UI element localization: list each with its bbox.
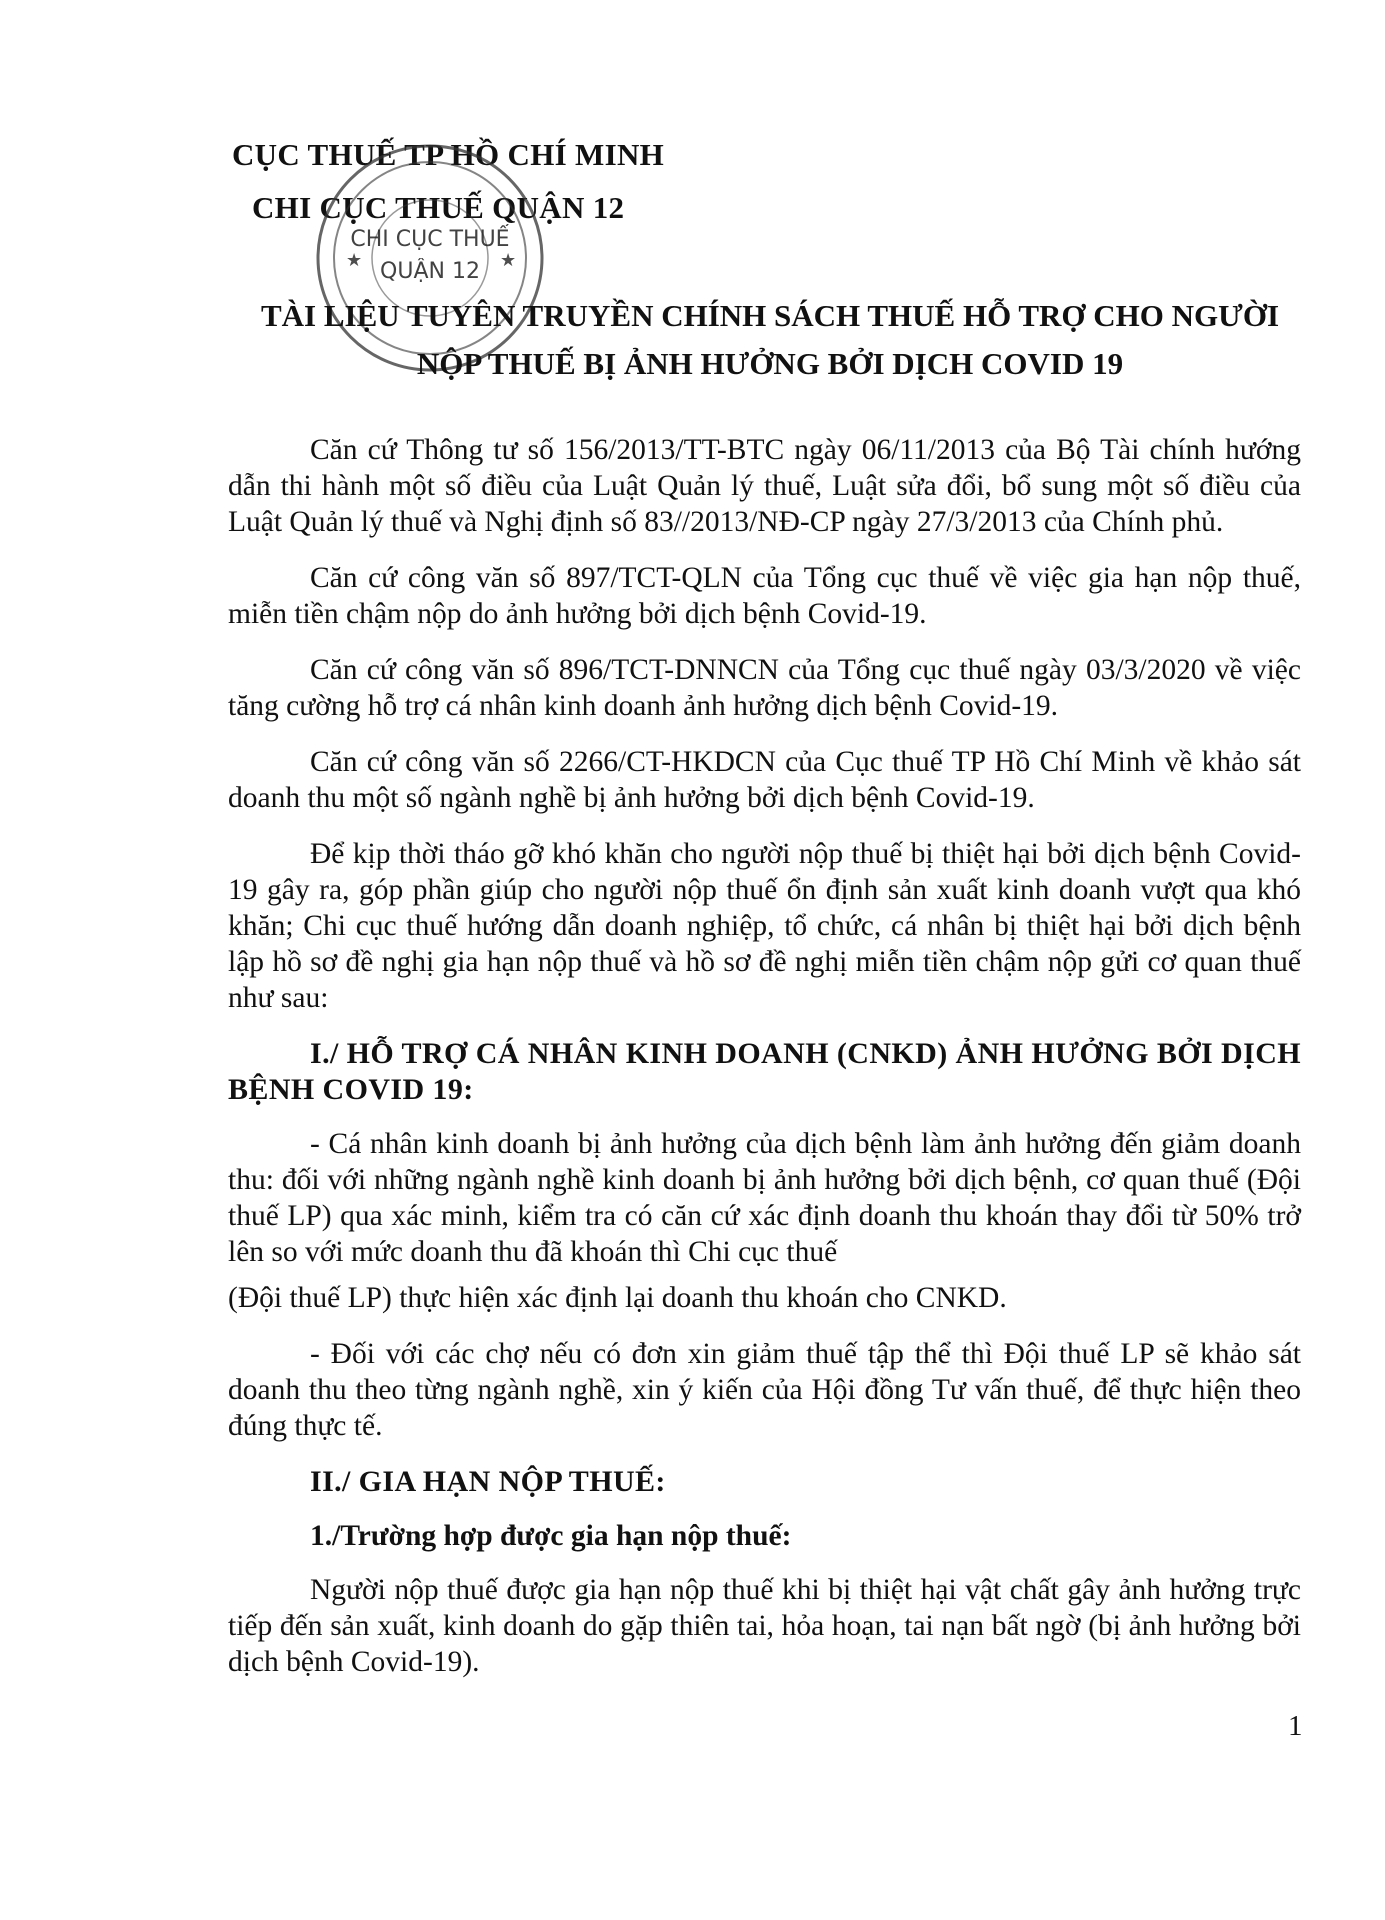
section-2-subheading-1: 1./Trường hợp được gia hạn nộp thuế: [310,1520,792,1552]
paragraph-legal-basis-1: Căn cứ Thông tư số 156/2013/TT-BTC ngày 06/11/2013 của Bộ Tài chính hướng dẫn thi hành một số điều của Luật Quản lý thuế, Luật sửa đổi, bổ sung một số điều của Luật Quản lý thuế và Nghị định số 83//2013/NĐ-CP ngày 27/3/2013 của Chính phủ. [228,434,1301,538]
paragraph-purpose: Để kịp thời tháo gỡ khó khăn cho người nộp thuế bị thiệt hại bởi dịch bệnh Covid-19 gây ra, góp phần giúp cho người nộp thuế ổn định sản xuất kinh doanh vượt qua khó khăn; Chi cục thuế hướng dẫn doanh nghiệp, tổ chức, cá nhân bị thiệt hại bởi dịch bệnh lập hồ sơ đề nghị gia hạn nộp thuế và hồ sơ đề nghị miễn tiền chậm nộp gửi cơ quan thuế như sau: [228,838,1301,1014]
svg-text:★: ★ [346,250,363,271]
page-number: 1 [1288,1710,1303,1742]
agency-name: CỤC THUẾ TP HỒ CHÍ MINH [232,137,665,172]
office-name: CHI CỤC THUẾ QUẬN 12 [252,190,625,225]
section-2-paragraph-1: Người nộp thuế được gia hạn nộp thuế khi bị thiệt hại vật chất gây ảnh hưởng trực tiếp đến sản xuất, kinh doanh do gặp thiên tai, hỏa hoạn, tai nạn bất ngờ (bị ảnh hưởng bởi dịch bệnh Covid-19). [228,1574,1301,1678]
svg-text:★: ★ [500,250,517,271]
seal-text-line1: CHI CỤC THUẾ [350,227,510,252]
document-body [228,432,1301,1700]
section-1-paragraph-1-continued: (Đội thuế LP) thực hiện xác định lại doanh thu khoán cho CNKD. [228,1282,1007,1314]
paragraph-legal-basis-2: Căn cứ công văn số 897/TCT-QLN của Tổng cục thuế về việc gia hạn nộp thuế, miễn tiền chậm nộp do ảnh hưởng bởi dịch bệnh Covid-19. [228,562,1301,630]
section-2-heading: II./ GIA HẠN NỘP THUẾ: [310,1465,666,1498]
document-title: TÀI LIỆU TUYÊN TRUYỀN CHÍNH SÁCH THUẾ HỖ TRỢ CHO NGƯỜI NỘP THUẾ BỊ ẢNH HƯỞNG BỞI DỊCH COVID 19 [260,298,1280,381]
section-1-heading: I./ HỖ TRỢ CÁ NHÂN KINH DOANH (CNKD) ẢNH HƯỞNG BỞI DỊCH BỆNH COVID 19: [228,1037,1301,1106]
section-1-paragraph-1: - Cá nhân kinh doanh bị ảnh hưởng của dịch bệnh làm ảnh hưởng đến giảm doanh thu: đối với những ngành nghề kinh doanh bị ảnh hưởng bởi dịch bệnh, cơ quan thuế (Đội thuế LP) qua xác minh, kiểm tra có căn cứ xác định doanh thu khoán thay đổi từ 50% trở lên so với mức doanh thu đã khoán thì Chi cục thuế [228,1128,1301,1268]
section-1-paragraph-2: - Đối với các chợ nếu có đơn xin giảm thuế tập thể thì Đội thuế LP sẽ khảo sát doanh thu theo từng ngành nghề, xin ý kiến của Hội đồng Tư vấn thuế, để thực hiện theo đúng thực tế. [228,1338,1301,1442]
seal-text-line2: QUẬN 12 [380,259,480,284]
paragraph-legal-basis-4: Căn cứ công văn số 2266/CT-HKDCN của Cục thuế TP Hồ Chí Minh về khảo sát doanh thu một số ngành nghề bị ảnh hưởng bởi dịch bệnh Covid-19. [228,746,1301,814]
paragraph-legal-basis-3: Căn cứ công văn số 896/TCT-DNNCN của Tổng cục thuế ngày 03/3/2020 về việc tăng cường hỗ trợ cá nhân kinh doanh ảnh hưởng dịch bệnh Covid-19. [228,654,1301,722]
